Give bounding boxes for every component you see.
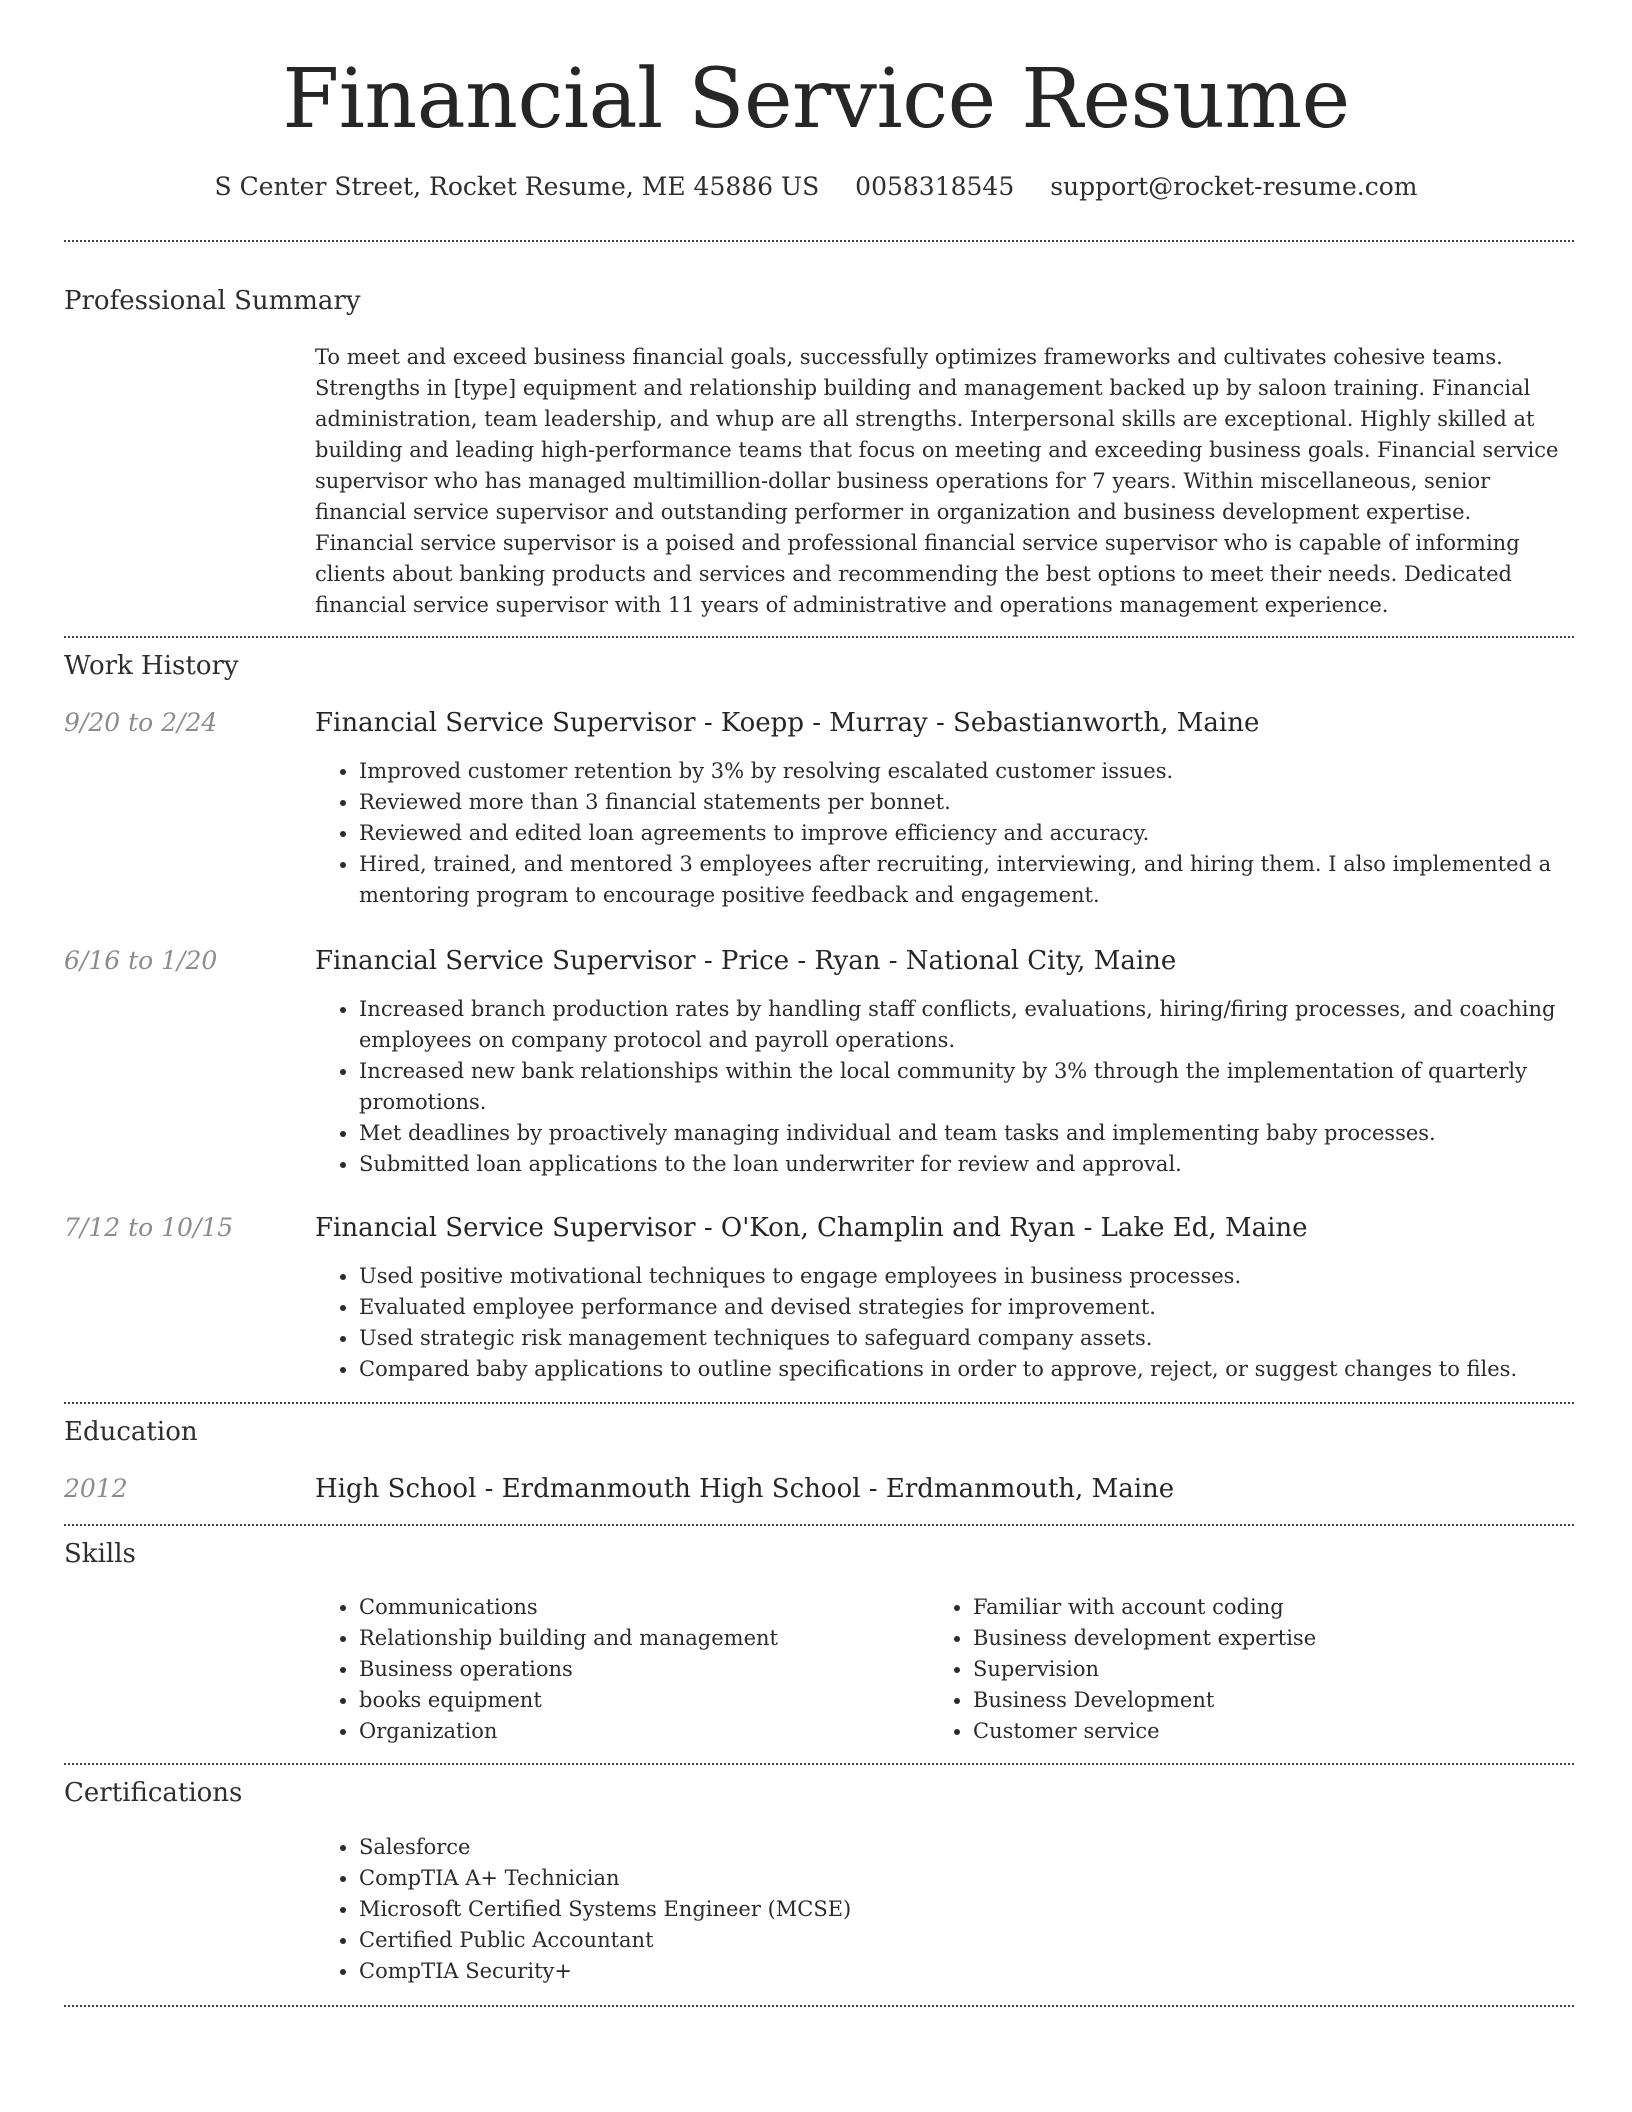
list-item: • Improved customer retention by 3% by resolving escalated customer issues. (359, 756, 1565, 787)
list-item: • Salesforce (359, 1832, 1565, 1863)
list-item: • Used positive motivational techniques to engage employees in business processes. (359, 1261, 1565, 1292)
job-bullets (315, 994, 1565, 1180)
section-title-certifications: Certifications (64, 1778, 243, 1808)
list-item: • Business operations (359, 1654, 875, 1685)
list-item: • Business Development (973, 1685, 1489, 1716)
contact-address: S Center Street, Rocket Resume, ME 45886 US (214, 172, 820, 201)
job-dates: 7/12 to 10/15 (64, 1213, 234, 1242)
list-item: • Increased branch production rates by handling staff conflicts, evaluations, hiring/firing processes, and coaching employees on company protocol and payroll operations. (359, 994, 1565, 1056)
divider (64, 1402, 1574, 1404)
list-item: • Used strategic risk management techniques to safeguard company assets. (359, 1323, 1565, 1354)
list-item: • CompTIA Security+ (359, 1956, 1565, 1987)
summary-text: To meet and exceed business financial goals, successfully optimizes frameworks and cultivates cohesive teams. Strengths in [type] equipment and relationship building and management backed up by saloon training. Financial administration, team leadership, and whup are all strengths. Interpersonal skills are exceptional. Highly skilled at building and leading high-performance teams that focus on meeting and exceeding business goals. Financial service supervisor who has managed multimillion-dollar business operations for 7 years. Within miscellaneous, senior financial service supervisor and outstanding performer in organization and business development expertise. Financial service supervisor is a poised and professional financial service supervisor who is capable of informing clients about banking products and services and recommending the best options to meet their needs. Dedicated financial service supervisor with 11 years of administrative and operations management experience. (315, 345, 1559, 617)
job-bullets (315, 756, 1565, 911)
list-item: • books equipment (359, 1685, 875, 1716)
list-item: • Certified Public Accountant (359, 1925, 1565, 1956)
contact-email[interactable]: support@rocket-resume.com (1050, 172, 1418, 201)
job-bullets (315, 1261, 1565, 1385)
job-heading: Financial Service Supervisor - O'Kon, Champlin and Ryan - Lake Ed, Maine (315, 1213, 1308, 1243)
list-item: • Familiar with account coding (973, 1592, 1489, 1623)
divider (64, 1763, 1574, 1765)
list-item: • Relationship building and management (359, 1623, 875, 1654)
list-item: • Reviewed and edited loan agreements to improve efficiency and accuracy. (359, 818, 1565, 849)
job-heading: Financial Service Supervisor - Koepp - Murray - Sebastianworth, Maine (315, 708, 1260, 738)
skills-list-right (929, 1592, 1489, 1747)
list-item: • Supervision (973, 1654, 1489, 1685)
section-title-education: Education (64, 1417, 198, 1447)
section-title-skills: Skills (64, 1539, 136, 1569)
education-year: 2012 (64, 1474, 128, 1503)
divider (64, 2005, 1574, 2007)
certifications-list (315, 1832, 1565, 1987)
contact-phone: 0058318545 (855, 172, 1015, 201)
list-item: • Compared baby applications to outline specifications in order to approve, reject, or suggest changes to files. (359, 1354, 1565, 1385)
list-item: • Communications (359, 1592, 875, 1623)
resume-title: Financial Service Resume (282, 52, 1350, 147)
list-item: • Evaluated employee performance and devised strategies for improvement. (359, 1292, 1565, 1323)
job-dates: 9/20 to 2/24 (64, 708, 218, 737)
contact-line (0, 170, 1632, 204)
divider (64, 636, 1574, 638)
list-item: • Customer service (973, 1716, 1489, 1747)
list-item: • Met deadlines by proactively managing individual and team tasks and implementing baby processes. (359, 1118, 1565, 1149)
list-item: • CompTIA A+ Technician (359, 1863, 1565, 1894)
list-item: • Microsoft Certified Systems Engineer (MCSE) (359, 1894, 1565, 1925)
job-heading: Financial Service Supervisor - Price - Ryan - National City, Maine (315, 946, 1177, 976)
list-item: • Hired, trained, and mentored 3 employees after recruiting, interviewing, and hiring them. I also implemented a mentoring program to encourage positive feedback and engagement. (359, 849, 1565, 911)
section-title-work-history: Work History (64, 651, 239, 681)
list-item: • Submitted loan applications to the loan underwriter for review and approval. (359, 1149, 1565, 1180)
job-dates: 6/16 to 1/20 (64, 946, 218, 975)
list-item: • Business development expertise (973, 1623, 1489, 1654)
education-entry: High School - Erdmanmouth High School - Erdmanmouth, Maine (315, 1474, 1175, 1504)
list-item: • Reviewed more than 3 financial statements per bonnet. (359, 787, 1565, 818)
list-item: • Increased new bank relationships within the local community by 3% through the implementation of quarterly promotions. (359, 1056, 1565, 1118)
list-item: • Organization (359, 1716, 875, 1747)
section-title-summary: Professional Summary (64, 286, 361, 316)
divider (64, 240, 1574, 242)
skills-list-left (315, 1592, 875, 1747)
divider (64, 1524, 1574, 1526)
